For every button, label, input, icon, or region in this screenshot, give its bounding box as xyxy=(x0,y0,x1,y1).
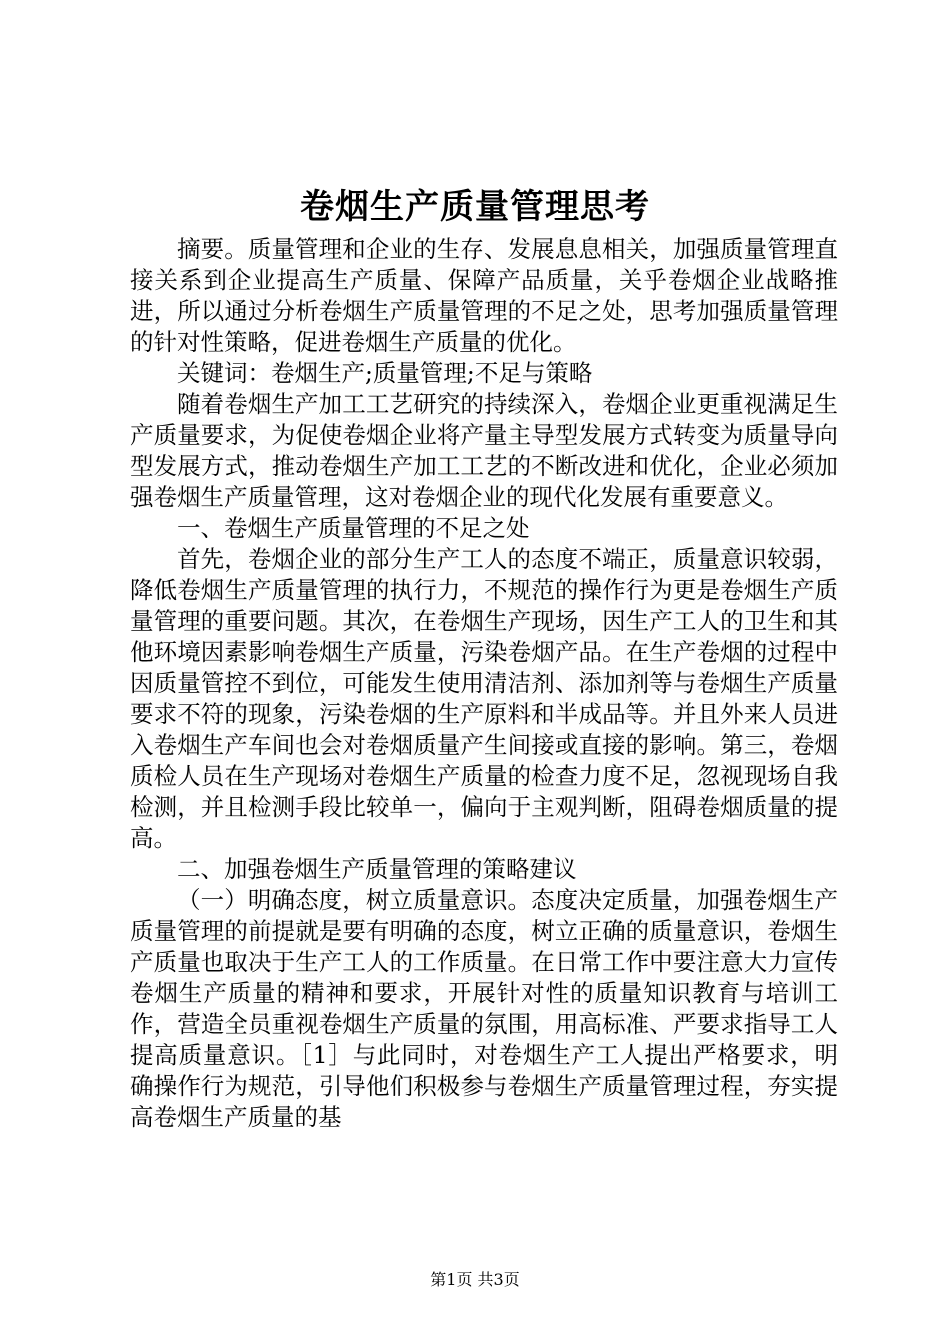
section-1-paragraph: 首先，卷烟企业的部分生产工人的态度不端正，质量意识较弱，降低卷烟生产质量管理的执行力，不规范的操作行为更是卷烟生产质量管理的重要问题。其次，在卷烟生产现场，因生产工人的卫生和其他环境因素影响卷烟生产质量，污染卷烟产品。在生产卷烟的过程中因质量管控不到位，可能发生使用清洁剂、添加剂等与卷烟生产质量要求不符的现象，污染卷烟的生产原料和半成品等。并且外来人员进入卷烟生产车间也会对卷烟质量产生间接或直接的影响。第三，卷烟质检人员在生产现场对卷烟生产质量的检查力度不足，忽视现场自我检测，并且检测手段比较单一，偏向于主观判断，阻碍卷烟质量的提高。 xyxy=(130,545,838,852)
abstract-paragraph: 摘要。质量管理和企业的生存、发展息息相关，加强质量管理直接关系到企业提高生产质量、保障产品质量，关乎卷烟企业战略推进，所以通过分析卷烟生产质量管理的不足之处，思考加强质量管理的针对性策略，促进卷烟生产质量的优化。 xyxy=(130,235,838,356)
document-body xyxy=(130,234,838,1133)
document-title: 卷烟生产质量管理思考 xyxy=(300,187,650,227)
intro-paragraph: 随着卷烟生产加工工艺研究的持续深入，卷烟企业更重视满足生产质量要求，为促使卷烟企业将产量主导型发展方式转变为质量导向型发展方式，推动卷烟生产加工工艺的不断改进和优化，企业必须加强卷烟生产质量管理，这对卷烟企业的现代化发展有重要意义。 xyxy=(130,390,838,511)
page-footer: 第1页 共3页 xyxy=(430,1270,520,1289)
section-heading-2: 二、加强卷烟生产质量管理的策略建议 xyxy=(177,855,577,883)
keywords-paragraph: 关键词：卷烟生产;质量管理;不足与策略 xyxy=(177,359,593,387)
section-heading-1: 一、卷烟生产质量管理的不足之处 xyxy=(177,514,530,542)
section-2-paragraph: （一）明确态度，树立质量意识。态度决定质量，加强卷烟生产质量管理的前提就是要有明确的态度，树立正确的质量意识，卷烟生产质量也取决于生产工人的工作质量。在日常工作中要注意大力宣传卷烟生产质量的精神和要求，开展针对性的质量知识教育与培训工作，营造全员重视卷烟生产质量的氛围，用高标准、严要求指导工人提高质量意识。［1］与此同时，对卷烟生产工人提出严格要求，明确操作行为规范，引导他们积极参与卷烟生产质量管理过程，夯实提高卷烟生产质量的基 xyxy=(130,886,838,1131)
